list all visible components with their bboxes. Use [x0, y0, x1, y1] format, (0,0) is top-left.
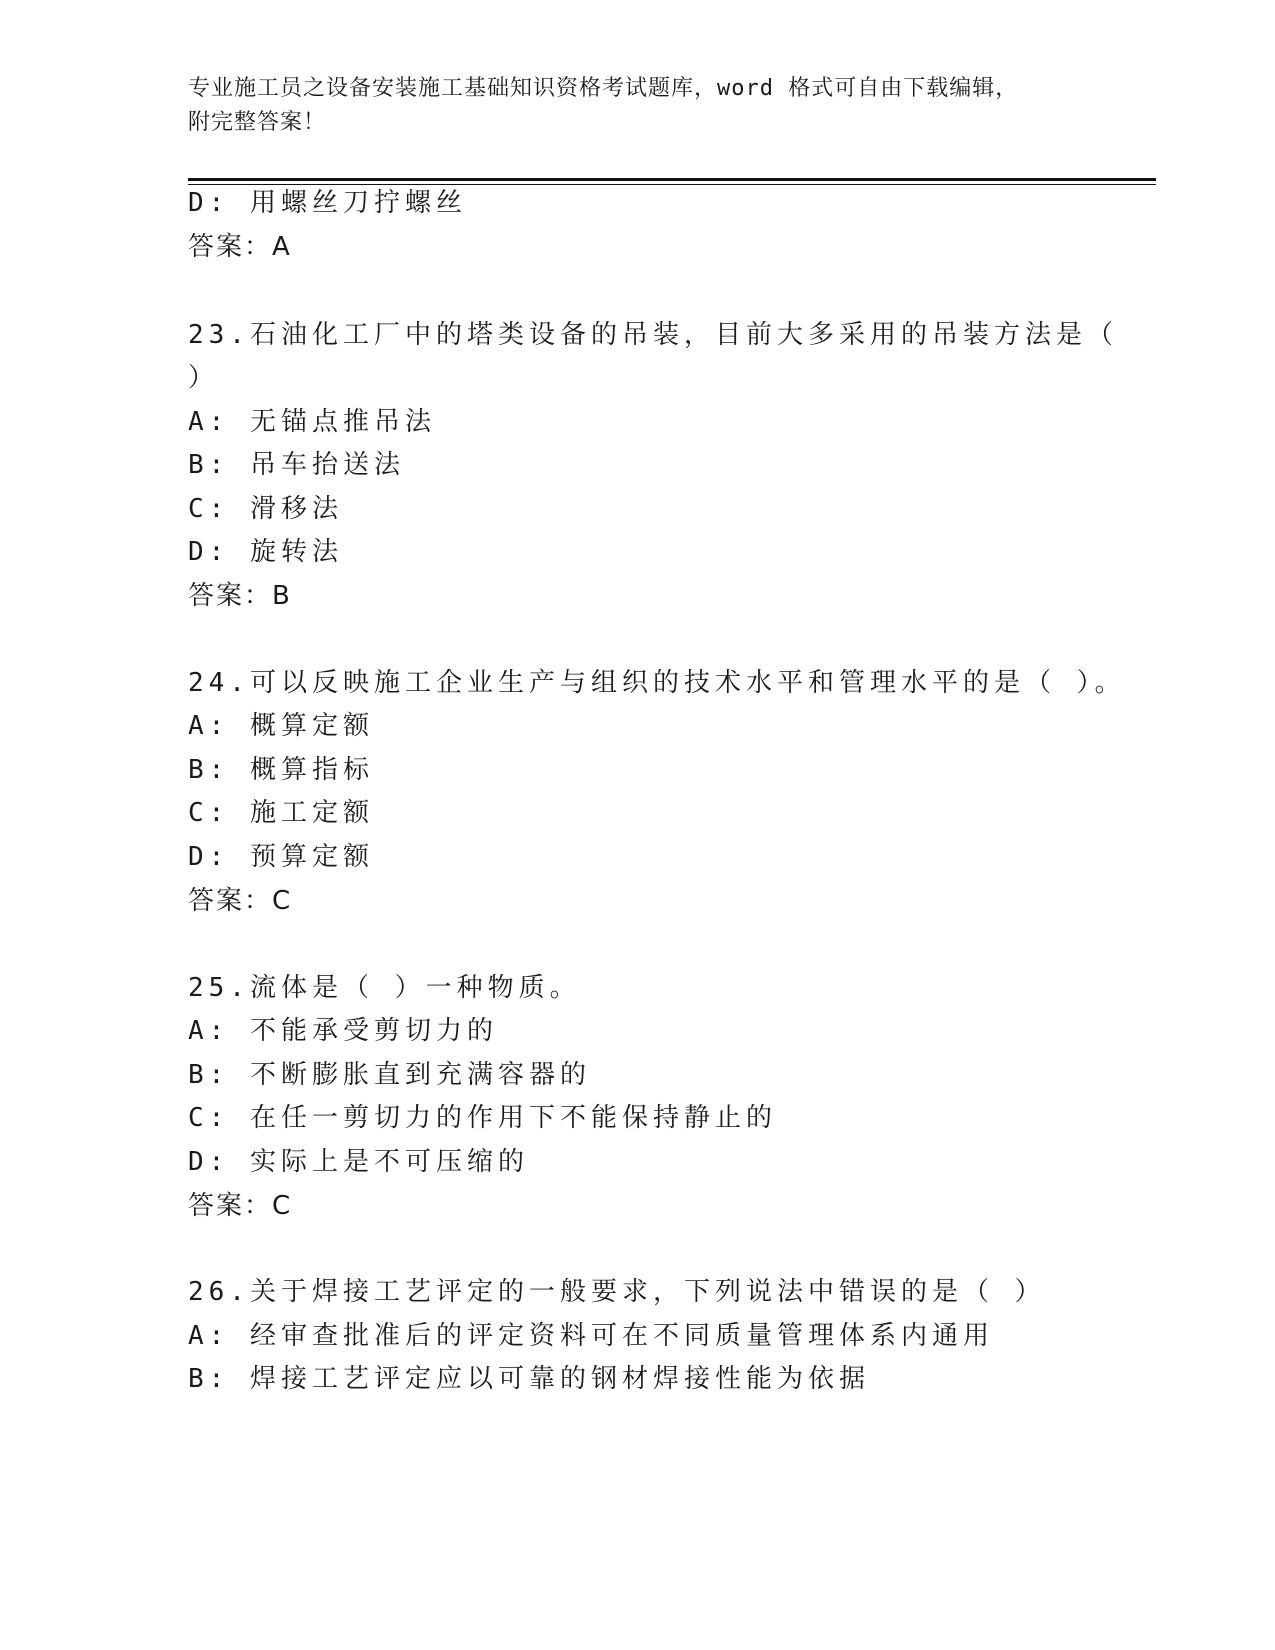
- header-line-2: 附完整答案！: [188, 110, 327, 135]
- q23-stem-line-2: ）: [188, 363, 220, 393]
- q24-option-a: A: 概算定额: [188, 711, 374, 741]
- q25-option-d: D: 实际上是不可压缩的: [188, 1147, 529, 1177]
- q24-option-c: C: 施工定额: [188, 798, 374, 828]
- q26-stem: 26.关于焊接工艺评定的一般要求，下列说法中错误的是（ ）: [188, 1277, 1046, 1307]
- q26-option-b: B: 焊接工艺评定应以可靠的钢材焊接性能为依据: [188, 1364, 870, 1394]
- q23-stem-line-1: 23.石油化工厂中的塔类设备的吊装，目前大多采用的吊装方法是（: [188, 320, 1118, 350]
- q23-answer: 答案：B: [188, 581, 292, 611]
- q25-option-b: B: 不断膨胀直到充满容器的: [188, 1060, 591, 1090]
- q25-option-a: A: 不能承受剪切力的: [188, 1016, 498, 1046]
- header-line-1: 专业施工员之设备安装施工基础知识资格考试题库，word 格式可自由下载编辑，: [188, 76, 1019, 101]
- q24-option-d: D: 预算定额: [188, 842, 374, 872]
- header-divider-thick: [188, 178, 1156, 181]
- q25-answer: 答案：C: [188, 1191, 293, 1221]
- q23-option-d: D: 旋转法: [188, 537, 343, 567]
- prev-answer: 答案：A: [188, 232, 292, 262]
- prev-option-d: D: 用螺丝刀拧螺丝: [188, 188, 467, 218]
- q26-option-a: A: 经审查批准后的评定资料可在不同质量管理体系内通用: [188, 1321, 994, 1351]
- q24-stem: 24.可以反映施工企业生产与组织的技术水平和管理水平的是（ ）。: [188, 668, 1126, 698]
- q23-option-c: C: 滑移法: [188, 494, 343, 524]
- q24-option-b: B: 概算指标: [188, 755, 374, 785]
- q23-option-b: B: 吊车抬送法: [188, 450, 405, 480]
- q24-answer: 答案：C: [188, 886, 293, 916]
- document-header: [188, 72, 1088, 140]
- q25-stem: 25.流体是（ ）一种物质。: [188, 973, 581, 1003]
- q23-option-a: A: 无锚点推吊法: [188, 407, 436, 437]
- q25-option-c: C: 在任一剪切力的作用下不能保持静止的: [188, 1103, 777, 1133]
